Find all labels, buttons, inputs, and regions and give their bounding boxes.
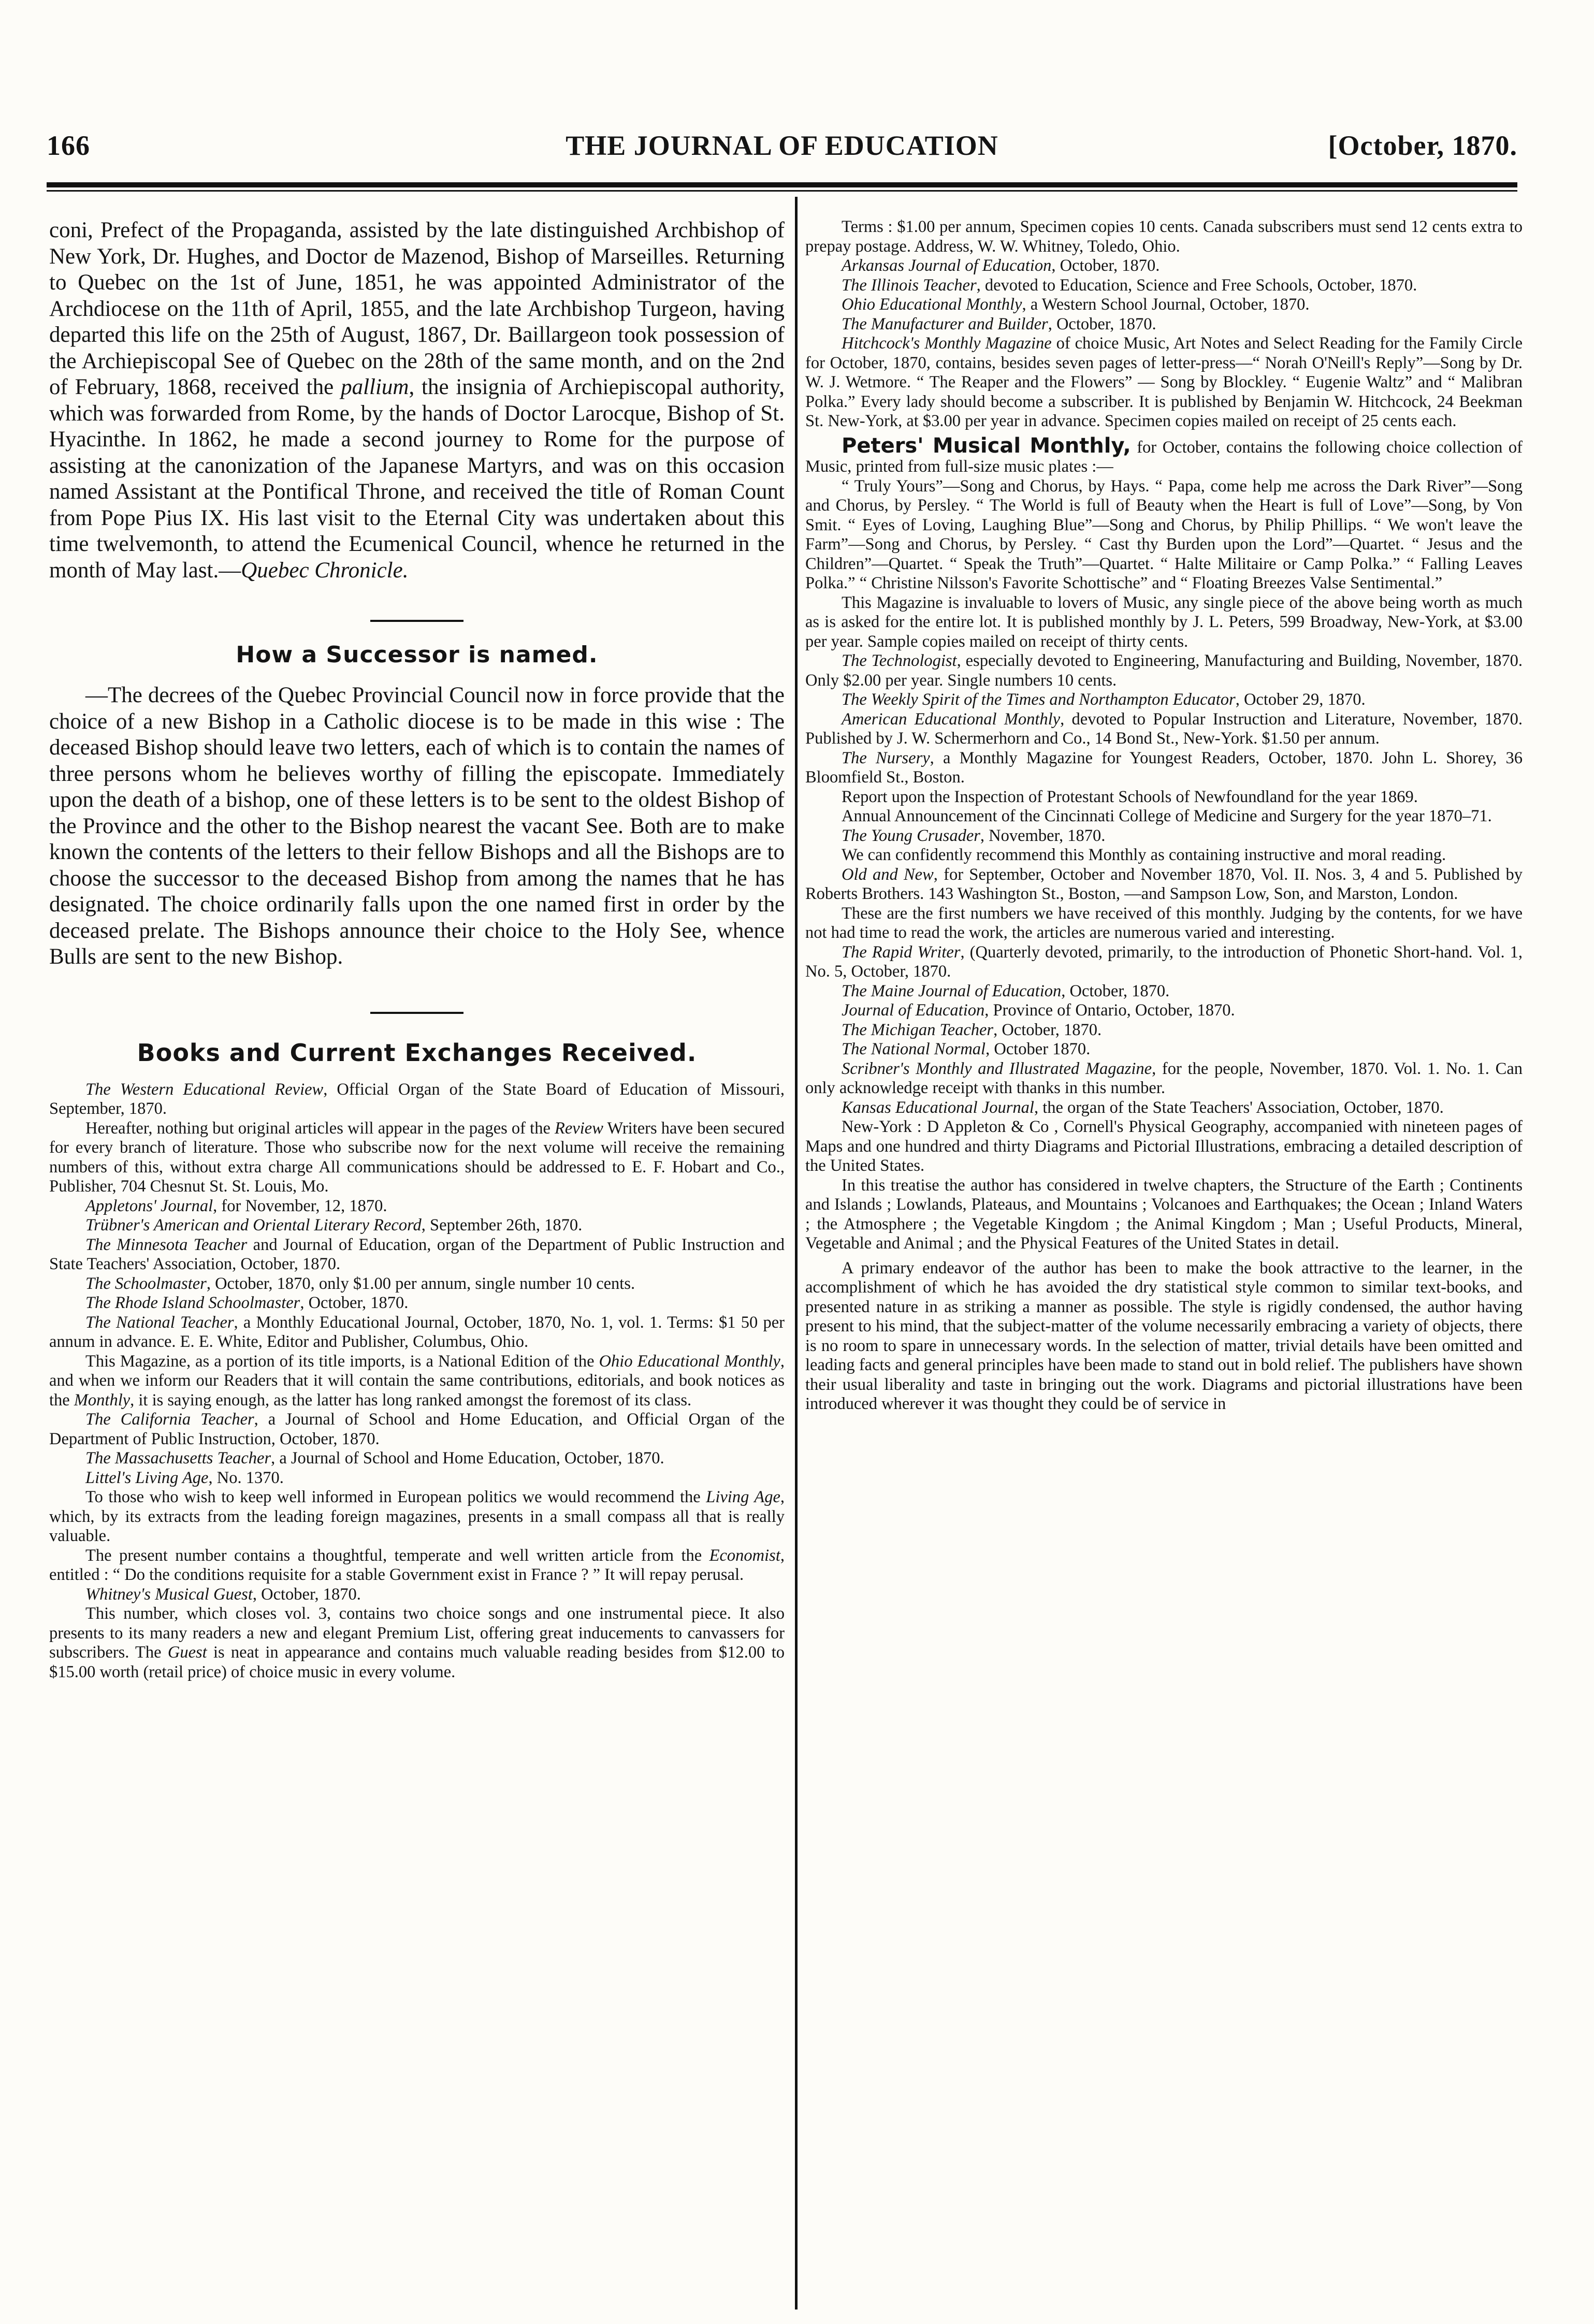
book-entry: Annual Announcement of the Cincinnati College of Medicine and Surgery for the year 1870–71. <box>842 807 1492 825</box>
book-entry: These are the first numbers we have received of this monthly. Judging by the contents, for we have not had time to read the work, the articles are numerous varied and interesting. <box>805 904 1523 942</box>
book-entry: The Rapid Writer, (Quarterly devoted, primarily, to the introduction of Phonetic Short-hand. Vol. 1, No. 5, October, 1870. <box>805 942 1523 981</box>
book-entry: The Manufacturer and Builder, October, 1870. <box>842 314 1156 333</box>
column-divider <box>795 197 798 2310</box>
book-entry: Peters' Musical Monthly, for October, contains the following choice collection of Music, printed from full-size music plates :— <box>805 433 1523 476</box>
book-entry: The Minnesota Teacher and Journal of Education, organ of the Department of Public Instruction and State Teachers' Association, October, 1870. <box>49 1235 785 1273</box>
book-entry: The National Normal, October 1870. <box>842 1040 1091 1058</box>
book-entry: Scribner's Monthly and Illustrated Magazine, for the people, November, 1870. Vol. 1. No. 1. Can only acknowledge receipt with thanks in this number. <box>805 1059 1523 1097</box>
book-entry: The Maine Journal of Education, October, 1870. <box>842 981 1170 1000</box>
section-divider <box>370 620 463 622</box>
book-entry: Old and New, for September, October and November 1870, Vol. II. Nos. 3, 4 and 5. Published by Roberts Brothers. 143 Washington St., Boston, —and Sampson Low, Son, and Marston, London. <box>805 865 1523 903</box>
book-entry: Hitchcock's Monthly Magazine of choice Music, Art Notes and Select Reading for the Family Circle for October, 1870, contains, besides seven pages of letter-press—“ Norah O'Neill's Reply”—Song by Dr. W. J. Wetmore. “ The Reaper and the Flowers” — Song by Blockley. “ Eugenie Waltz” and “ Malibran Polka.” Every lady should become a subscriber. It is published by Benjamin W. Hitchcock, 24 Beekman St. New-York, at $3.00 per year in advance. Specimen copies mailed on receipt of 25 cents each. <box>805 334 1523 430</box>
book-entry: The National Teacher, a Monthly Educational Journal, October, 1870, No. 1, vol. 1. Terms: $1 50 per annum in advance. E. E. White, Editor and Publisher, Columbus, Ohio. <box>49 1313 785 1351</box>
book-entry: The Technologist, especially devoted to Engineering, Manufacturing and Building, November, 1870. Only $2.00 per year. Single numbers 10 cents. <box>805 651 1523 690</box>
book-entry: The Western Educational Review, Official Organ of the State Board of Education of Missouri, September, 1870. <box>49 1080 785 1118</box>
right-column <box>805 217 1523 1414</box>
book-entry: Report upon the Inspection of Protestant Schools of Newfoundland for the year 1869. <box>842 787 1418 806</box>
heading-successor: How a Successor is named. <box>236 642 598 668</box>
article-continuation: coni, Prefect of the Propaganda, assisted by the late distinguished Archbishop of New York, Dr. Hughes, and Doctor de Mazenod, Bishop of Marseilles. Returning to Quebec on the 1st of June, 1851, he was appointed Administrator of the Archdiocese on the 11th of April, 1855, and the late Archbishop Turgeon, having departed this life on the 25th of August, 1867, Dr. Baillargeon took possession of the Archiepiscopal See of Quebec on the 28th of the same month, and on the 2nd of February, 1868, received the pallium, the insignia of Archiepiscopal authority, which was forwarded from Rome, by the hands of Doctor Larocque, Bishop of St. Hyacinthe. In 1862, he made a second journey to Rome for the purpose of assisting at the canonization of the Japanese Martyrs, and was on this occasion named Assistant at the Pontifical Throne, and received the title of Roman Count from Pope Pius IX. His last visit to the Eternal City was undertaken about this time twelvemonth, to attend the Ecumenical Council, whence he returned in the month of May last.—Quebec Chronicle. <box>49 218 785 583</box>
book-entry: The present number contains a thoughtful, temperate and well written article from the Economist, entitled : “ Do the conditions requisite for a stable Government exist in France ? ” It will repay perusal. <box>49 1546 785 1584</box>
book-entry: The Rhode Island Schoolmaster, October, 1870. <box>85 1294 409 1312</box>
book-entry: This Magazine, as a portion of its title imports, is a National Edition of the Ohio Educational Monthly, and when we inform our Readers that it will contain the same contributions, editorials, and book notices as the Monthly, it is saying enough, as the latter has long ranked amongst the foremost of its class. <box>49 1352 785 1410</box>
book-entry: New-York : D Appleton & Co , Cornell's Physical Geography, accompanied with nineteen pages of Maps and one hundred and thirty Diagrams and Pictorial Illustrations, embracing a detailed description of the United States. <box>805 1117 1523 1175</box>
header-rule-thin <box>47 190 1517 192</box>
book-entry: This Magazine is invaluable to lovers of Music, any single piece of the above being worth as much as is asked for the entire lot. It is published monthly by J. L. Peters, 599 Broadway, New-York, at $3.00 per year. Sample copies mailed on receipt of thirty cents. <box>805 593 1523 651</box>
book-entry: Whitney's Musical Guest, October, 1870. <box>85 1585 361 1604</box>
book-entry: Journal of Education, Province of Ontario, October, 1870. <box>842 1001 1235 1020</box>
book-entry: A primary endeavor of the author has been to make the book attractive to the learner, in the accomplishment of which he has avoided the dry statistical style common to similar text-books, and presented nature in as striking a manner as possible. The style is rigidly condensed, the author having present to his mind, that the subject-matter of the volume necessarily embracing a variety of objects, there is no room to spare in unnecessary words. In the selection of matter, trivial details have been omitted and leading facts and general principles have been made to stand out in bold relief. The publishers have shown their usual liberality and taste in bringing out the work. Diagrams and pictorial illustrations have been introduced wherever it was thought they could be of service in <box>805 1258 1523 1413</box>
book-entry: Hereafter, nothing but original articles will appear in the pages of the Review Writers have been secured for every branch of literature. Those who subscribe now for the next volume will receive the remaining numbers of this, without extra charge All communications should be addressed to E. F. Hobart and Co., Publisher, 704 Chesnut St. St. Louis, Mo. <box>49 1119 785 1196</box>
book-entry: Littel's Living Age, No. 1370. <box>85 1468 284 1487</box>
book-entry: The Illinois Teacher, devoted to Education, Science and Free Schools, October, 1870. <box>842 275 1417 295</box>
section-divider <box>370 1012 463 1014</box>
book-entry: American Educational Monthly, devoted to Popular Instruction and Literature, November, 1870. Published by J. W. Schermerhorn and Co., 14 Bond St., New-York. $1.50 per annum. <box>805 709 1523 748</box>
successor-article: —The decrees of the Quebec Provincial Council now in force provide that the choice of a new Bishop in a Catholic diocese is to be made in this wise : The deceased Bishop should leave two letters, each of which is to contain the names of three persons whom he believes worthy of filling the episcopate. Immediately upon the death of a bishop, one of these letters is to be sent to the oldest Bishop of the Province and the other to the Bishop nearest the vacant See. Both are to make known the contents of the letters to their fellow Bishops and all the Bishops are to choose the successor to the deceased Bishop from among the names that he has designated. The choice ordinarily falls upon the one named first in order by the deceased prelate. The Bishops announce their choice to the Holy See, whence Bulls are sent to the new Bishop. <box>49 683 785 969</box>
book-entry: “ Truly Yours”—Song and Chorus, by Hays. “ Papa, come help me across the Dark River”—Song and Chorus, by Persley. “ The World is full of Beauty when the Heart is full of Love”—Song, by Von Smit. “ Eyes of Loving, Laughing Blue”—Song and Chorus, by Philip Phillips. “ We won't leave the Farm”—Song and Chorus, by Persley. “ Cast thy Burden upon the Lord”—Quartet. “ Jesus and the Children”—Quartet. “ Speak the Truth”—Quartet. “ Halte Militaire or Camp Polka.” “ Falling Leaves Polka.” “ Christine Nilsson's Favorite Schottische” and “ Floating Breezes Valse Sentimental.” <box>805 476 1523 592</box>
book-entry: We can confidently recommend this Monthly as containing instructive and moral reading. <box>842 846 1446 864</box>
heading-books: Books and Current Exchanges Received. <box>137 1038 697 1067</box>
issue-date: [October, 1870. <box>1328 130 1517 161</box>
book-entry: To those who wish to keep well informed in European politics we would recommend the Living Age, which, by its extracts from the leading foreign magazines, presents in a small compass all that is really valuable. <box>49 1488 785 1545</box>
book-entry: The California Teacher, a Journal of School and Home Education, and Official Organ of the Department of Public Instruction, October, 1870. <box>49 1410 785 1448</box>
book-entry: The Schoolmaster, October, 1870, only $1.00 per annum, single number 10 cents. <box>85 1274 635 1293</box>
page-number: 166 <box>47 130 90 161</box>
journal-title: THE JOURNAL OF EDUCATION <box>566 130 998 161</box>
book-entry: The Massachusetts Teacher, a Journal of School and Home Education, October, 1870. <box>85 1449 664 1468</box>
book-entry: The Nursery, a Monthly Magazine for Youngest Readers, October, 1870. John L. Shorey, 36 Bloomfield St., Boston. <box>805 748 1523 787</box>
book-entry: Terms : $1.00 per annum, Specimen copies 10 cents. Canada subscribers must send 12 cents extra to prepay postage. Address, W. W. Whitney, Toledo, Ohio. <box>805 217 1523 256</box>
page-header <box>47 129 1517 166</box>
book-entry: The Young Crusader, November, 1870. <box>842 826 1106 845</box>
book-entry: The Michigan Teacher, October, 1870. <box>842 1020 1102 1039</box>
book-entry: Arkansas Journal of Education, October, 1870. <box>842 256 1160 275</box>
left-column <box>49 217 785 1682</box>
book-entry: Kansas Educational Journal, the organ of the State Teachers' Association, October, 1870. <box>842 1098 1444 1117</box>
book-entry: Trübner's American and Oriental Literary Record, September 26th, 1870. <box>85 1216 583 1234</box>
book-entry: The Weekly Spirit of the Times and Northampton Educator, October 29, 1870. <box>842 690 1366 709</box>
book-entry: Ohio Educational Monthly, a Western School Journal, October, 1870. <box>842 295 1310 314</box>
book-entry: Appletons' Journal, for November, 12, 1870. <box>85 1196 387 1215</box>
book-entry: This number, which closes vol. 3, contains two choice songs and one instrumental piece. It also presents to its many readers a new and elegant Premium List, offering great inducements to canvassers for subscribers. The Guest is neat in appearance and contains much valuable reading besides from $12.00 to $15.00 worth (retail price) of choice music in every volume. <box>49 1604 785 1681</box>
header-rule <box>47 182 1517 187</box>
book-entry: In this treatise the author has considered in twelve chapters, the Structure of the Earth ; Continents and Islands ; Lowlands, Plateaus, and Mountains ; Volcanoes and Earthquakes; the Ocean ; Inland Waters ; the Atmosphere ; the Vegetable Kingdom ; the Animal Kingdom ; Man ; Useful Products, Mineral, Vegetable and Animal ; and the Physical Features of the United States in detail. <box>805 1175 1523 1253</box>
